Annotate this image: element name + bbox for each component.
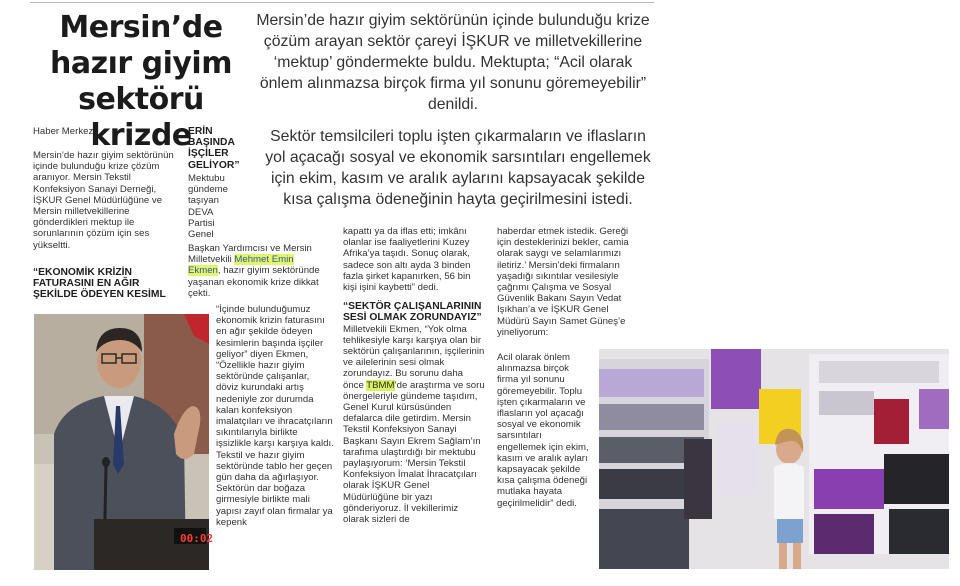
byline: Haber Merkez <box>33 126 94 137</box>
wide-text-before: Başkan Yardımcısı ve Mersin Milletvekili <box>188 243 312 266</box>
highlight-name: Mehmet Emin Ekmen <box>188 254 294 277</box>
column-1 <box>33 150 179 251</box>
column-3-text-b: ’de araştırma ve soru önergeleriyle gündeme taşıdım, Genel Kurul kürsüsünden defalarca dile getirdim. Mersin Tekstil Konfeksiyon Sanayi Başkanı Sayın Ekrem Sağlam’ın tarafıma ulaştırdığı bir mektubu paylaşıyorum: ‘Mersin Tekstil Konfeksiyon İmalat İhracatçıları olarak İŞKUR Genel Müdürlüğüne bir yazı gönderiyoruz. İl vekillerimiz olarak sizleri de <box>343 379 485 526</box>
narrow-line-1: Mektubu <box>188 173 225 184</box>
headline-line-1: Mersin’de <box>59 10 223 45</box>
subhead-1: “EKONOMİK KRİZİN FATURASINI EN AĞIR ŞEKİLDE ÖDEYEN KESİML <box>33 267 166 301</box>
store-illustration <box>599 349 949 569</box>
column-3-paragraph-1: kapattı ya da iflas etti; imkânı olanlar ise faaliyetlerini Kuzey Afrika’ya taşıdı. Sonuç olarak, sadece son altı ayda 3 binden fazla şirket kapanırken, 56 bin kişi işini kaybetti” dedi. <box>343 226 471 294</box>
narrow-line-5: Partisi <box>188 217 215 229</box>
politician-photo <box>34 314 214 570</box>
headline-line-2: hazır giyim <box>50 46 232 81</box>
narrow-line-6: Genel <box>188 229 214 241</box>
highlight-tbmm: TBMM <box>366 379 395 391</box>
narrow-line-3: taşıyan <box>188 195 219 207</box>
deck <box>252 10 654 117</box>
wide-text-after: , hazır giyim sektöründe yaşanan ekonomik krize dikkat çekti. <box>188 265 320 299</box>
intro-paragraph: Mersin’de hazır giyim sektörünün içinde bulunduğu krize çözüm aranıyor. Mersin Tekstil Konfeksiyon Sanayi Derneği, İŞKUR Genel Müdürlüğüne ve Mersin milletvekillerine gönderdikleri mektup ile sorunlarının çözüm için ses yükseltti. <box>33 150 174 251</box>
column-3 <box>343 226 485 525</box>
column-4-top: haberdar etmek istedik. Gereği için desteklerinizi bekler, camia olarak saygı ve selamlarımızı iletiriz.’ Mersin’deki firmaların yaşadığı sıkıntılar vesilesiyle çağrımı Çalışma ve Sosyal Güvenlik Bakanı Sayın Vedat Işıkhan’a ve İŞKUR Genel Müdürü Sayın Samet Güneş’e yineliyorum: <box>497 226 629 338</box>
subhead-1-continued: ERİN BAŞINDA İŞÇİLER GELİYOR” <box>188 126 240 171</box>
column-2-narrow <box>188 173 260 240</box>
column-2-lower: “İçinde bulunduğumuz ekonomik krizin faturasını en ağır şekilde ödeyen kesimlerin başında işçiler geliyor” diyen Ekmen, “Özellikle hazır giyim sektöründe çalışanlar, döviz kurundaki artış nedeniyle zor durumda kalan konfeksiyon imalatçıları ve ihracatçıların sıkıntılarıyla birlikte işsizlikle karşı karşıya kaldı. Tekstil ve hazır giyim sektöründe tablo her geçen gün daha da ağırlaşıyor. Sektörün dar boğaza girmesiyle birlikte mali yapısı zayıf olan firmalar ya kepenk <box>216 304 334 528</box>
top-rule <box>30 2 654 3</box>
column-4-bottom: Acil olarak önlem alınmazsa birçok firma yıl sonunu göremeyebilir. Toplu işten çıkarmaların ve iflasların yol açacağı sosyal ve ekonomik sarsıntıları engellemek için ekim, kasım ve aralık ayları kapsayacak şekilde kısa çalışma ödeneği mutlaka hayata geçirilmelidir” dedi. <box>497 352 589 509</box>
column-3-paragraph-2 <box>343 324 485 526</box>
deck-paragraph-2: Sektör temsilcileri toplu işten çıkarmaların ve iflasların yol açacağı sosyal ve ekonomik sarsıntıları engellemek için ekim, kasım ve aralık aylarını kapsayacak şekilde kısa çalışma ödeneğinin hayta geçirilmesini istedi. <box>265 128 651 208</box>
headline-line-3: sektörü krizde <box>78 82 204 153</box>
deck-paragraph-1: Mersin’de hazır giyim sektörünün içinde bulunduğu krize çözüm arayan sektör çareyi İŞKUR ve milletvekillerine ‘mektup’ göndermekte buldu. Mektupta; “Acil olarak önlem alınmazsa birçok firma yıl sonunu göremeyebilir” denildi. <box>256 12 650 113</box>
column-3-text-a: Milletvekili Ekmen, “Yok olma tehlikesiyle karşı karşıya olan bir sektörün çalışanlarının, işçilerinin ve ailelerinin sesi olmak zorundayız. Bu sorunu daha önce <box>343 323 485 391</box>
narrow-line-2: gündeme <box>188 184 229 196</box>
subhead-2: “SEKTÖR ÇALIŞANLARININ SESİ OLMAK ZORUNDAYIZ” <box>343 301 482 324</box>
column-2-wide <box>188 243 320 299</box>
store-photo <box>599 349 949 569</box>
podium-timer: 00:02 <box>180 532 214 545</box>
narrow-line-4: DEVA <box>188 206 214 218</box>
